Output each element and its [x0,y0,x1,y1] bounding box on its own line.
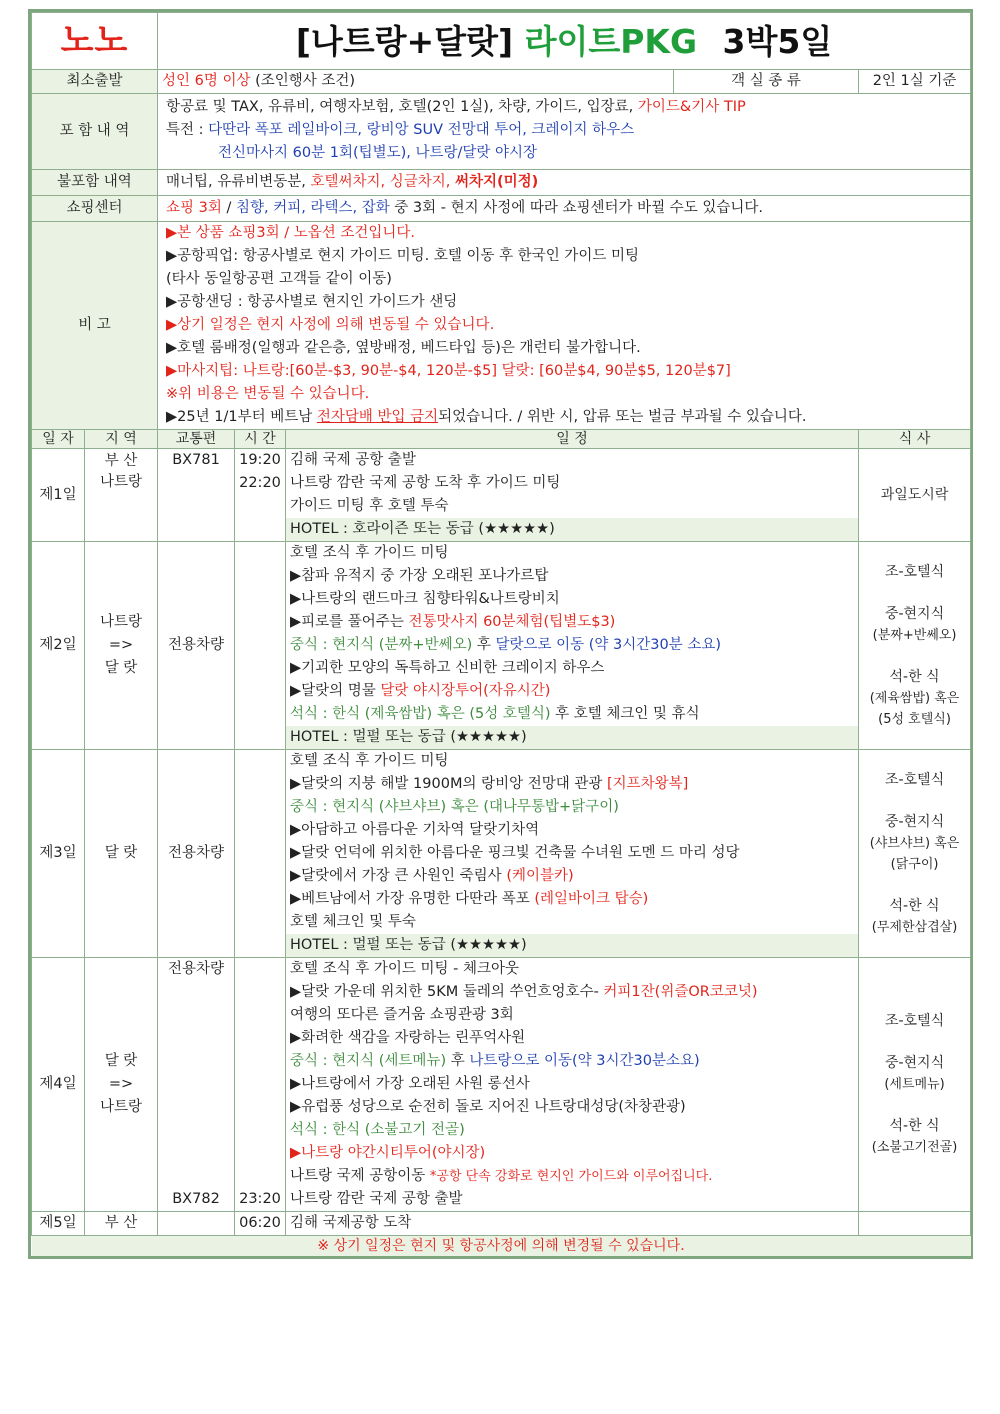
day-3-label: 제3일 [32,750,85,958]
day-3-lunch-detail: (샤브샤브) 혹은 [869,835,960,851]
day-4-after: 후 [446,1053,470,1069]
day-1-meal: 과일도시락 [859,449,971,542]
day-2-dinner-detail: (제육쌈밥) 혹은 [869,690,960,706]
day-3-lunch-alt: (닭구이) [890,856,939,872]
includes-line-2 [166,119,966,142]
day-2-dinner-meal: 석-한 식 [889,668,940,685]
day-3-item [290,773,854,796]
day-3-row [32,750,971,958]
excludes-label: 불포함 내역 [32,170,158,196]
day-5-row [32,1212,971,1236]
shopping-separator: / [221,200,236,216]
day-2-market-lead: ▶달랏의 명물 [290,683,381,699]
day-4-night-tour: ▶나트랑 야간시티투어(야시장) [290,1145,486,1161]
day-4-dinner: 석식 : 한식 (소불고기 전골) [290,1122,465,1138]
day-4-dinner-detail: (소불고기전골) [871,1140,958,1155]
day-2-time [235,542,286,750]
day-4-time [235,958,286,1212]
day-2-row [32,542,971,750]
includes-line-1 [166,96,966,119]
day-4-lake: ▶달랏 가운데 위치한 5KM 둘레의 쑤언흐엉호수- [290,984,604,1000]
min-departure-value [158,70,674,94]
includes-items: 항공료 및 TAX, 유류비, 여행자보험, 호텔(2인 1실), 차량, 가이드, 입장료, [166,99,638,115]
header-itinerary: 일 정 [286,430,859,449]
day-1-item: 나트랑 깜란 국제 공항 도착 후 가이드 미팅 [290,475,561,491]
benefit-items: 다딴라 폭포 레일바이크, 랑비앙 SUV 전망대 투어, 크레이지 하우스 [208,122,635,138]
day-2-item [290,634,854,657]
day-2-region-from: 나트랑 [99,614,143,630]
day-2-meal [859,542,971,750]
day-4-breakfast: 조-호텔식 [884,1013,945,1029]
room-type-label: 객 실 종 류 [674,70,859,94]
day-3-item [290,865,854,888]
day-2-item: ▶나트랑의 랜드마크 침향타워&나트랑비치 [290,591,560,607]
day-2-dinner-alt: (5성 호텔식) [878,711,951,727]
day-3-item [290,888,854,911]
page-title [158,13,971,70]
remark-9 [166,406,966,429]
day-4-lunch-meal: 중-현지식 [884,1055,945,1071]
day-1-row [32,449,971,542]
remark-5: ▶상기 일정은 현지 사정에 의해 변동될 수 있습니다. [166,317,495,333]
day-2-item: ▶참파 유적지 중 가장 오래된 포나가르탑 [290,568,549,584]
day-4-item: 여행의 또다른 즐거움 쇼핑관광 3회 [290,1007,514,1023]
day-1-region-from: 부 산 [104,453,138,469]
day-2-lunch-detail: (분짜+반쎄오) [872,627,957,643]
day-3-meal [859,750,971,958]
day-4-lunch: 중식 : 현지식 (세트메뉴) [290,1053,447,1069]
day-1-flight [158,449,235,542]
day-2-massage: 전통맛사지 60분체험(팁별도$3) [408,614,616,630]
remark-9-ban: 전자담배 반입 금지 [316,409,439,425]
footer-note: ※ 상기 일정은 현지 및 항공사정에 의해 변경될 수 있습니다. [32,1236,971,1257]
includes-tip: 가이드&기사 TIP [637,99,746,115]
day-1-flight-no: BX781 [172,452,220,468]
excludes-content [158,170,971,196]
day-1-time [235,449,286,542]
day-5-item: 김해 국제공항 도착 [290,1215,412,1231]
header-transport: 교통편 [158,430,235,449]
day-3-langbiang: ▶달랏의 지붕 해발 1900M의 랑비앙 전망대 관광 [290,776,607,792]
remark-3: (타사 동일항공편 고객들 같이 이동) [166,271,392,287]
excludes-items: 매너팁, 유류비변동분, [166,174,311,190]
day-2-night-market: 달랏 야시장투어(자유시간) [380,683,551,699]
day-1-item: 김해 국제 공항 출발 [290,452,416,468]
shopping-note: 중 3회 - 현지 사정에 따라 쇼핑센터가 바뀔 수도 있습니다. [389,200,764,216]
remark-2: ▶공항픽업: 항공사별로 현지 가이드 미팅. 호텔 이동 후 한국인 가이드 미팅 [166,248,639,264]
room-type-value: 2인 1실 기준 [859,70,971,94]
itinerary-sheet [28,9,973,1259]
day-4-transport [158,958,235,1212]
day-2-region-to: 달 랏 [104,660,138,676]
day-4-vehicle: 전용차량 [168,961,225,977]
day-5-meal [859,1212,971,1236]
schedule-header-row [32,430,971,449]
day-3-cablecar: (케이블카) [506,868,574,884]
remark-9-tail: 되었습니다. / 위반 시, 압류 또는 벌금 부과될 수 있습니다. [438,409,807,425]
includes-content [158,94,971,170]
shopping-content [158,196,971,222]
remark-8: ※위 비용은 변동될 수 있습니다. [166,386,370,402]
day-3-dinner-detail: (무제한삼겹살) [871,919,958,935]
day-4-airport-note: *공항 단속 강화로 현지인 가이드와 이루어집니다. [429,1169,713,1184]
day-5-label: 제5일 [32,1212,85,1236]
day-4-item [290,1050,854,1073]
header-time: 시 간 [235,430,286,449]
day-2-transport: 전용차량 [158,542,235,750]
title-destination: [나트랑+달랏] [295,21,514,61]
title-package: 라이트PKG [524,21,698,61]
day-1-depart-time: 19:20 [239,452,281,468]
day-3-dinner-meal: 석-한 식 [889,897,940,914]
day-2-lunch: 중식 : 현지식 (분짜+반쎄오) [290,637,473,653]
day-3-transport: 전용차량 [158,750,235,958]
includes-line-3: 전신마사지 60분 1회(팁별도), 나트랑/달랏 야시장 [218,145,538,161]
day-4-region-arrow: => [108,1076,134,1092]
remarks-content [158,222,971,430]
min-departure-count: 성인 6명 이상 [162,73,251,89]
day-2-item: 호텔 조식 후 가이드 미팅 [290,545,449,561]
day-4-row [32,958,971,1212]
day-3-pagoda: ▶달랏에서 가장 큰 사원인 죽림사 [290,868,507,884]
remarks-row [32,222,971,430]
day-3-lunch-meal: 중-현지식 [884,813,945,830]
day-4-label: 제4일 [32,958,85,1212]
remark-1: ▶본 상품 쇼핑3회 / 노옵션 조건입니다. [166,225,416,241]
day-4-transfer: 나트랑으로 이동(약 3시간30분소요) [469,1053,700,1069]
day-3-item: 호텔 조식 후 가이드 미팅 [290,753,449,769]
shopping-label: 쇼핑센터 [32,196,158,222]
min-departure-note: (조인행사 조건) [255,73,356,89]
day-3-hotel: HOTEL : 멀펄 또는 동급 (★★★★★) [286,934,858,957]
footer-row [32,1236,971,1257]
day-3-railbike: (레일바이크 탑승) [534,891,649,907]
day-2-region-arrow: => [108,637,134,653]
day-3-item: ▶아담하고 아름다운 기차역 달랏기차역 [290,822,540,838]
day-1-label: 제1일 [32,449,85,542]
shopping-count: 쇼핑 3회 [166,200,222,216]
day-2-item: ▶기괴한 모양의 독특하고 신비한 크레이지 하우스 [290,660,605,676]
day-2-item [290,611,854,634]
day-1-arrive-time: 22:20 [239,475,281,491]
header-region: 지 역 [85,430,158,449]
itinerary-table [31,12,971,1256]
day-2-itinerary [286,542,859,750]
excludes-row [32,170,971,196]
day-4-coffee: 커피1잔(위즐OR코코넛) [603,984,758,1000]
day-4-item: ▶유럽풍 성당으로 순전히 돌로 지어진 나트랑대성당(차창관광) [290,1099,686,1115]
includes-label: 포 함 내 역 [32,94,158,170]
brand-logo: 노노 [32,13,158,70]
excludes-surcharge-tbd: 써차지(미정) [455,174,539,190]
day-4-lunch-detail: (세트메뉴) [884,1077,945,1092]
header-meal: 식 사 [859,430,971,449]
day-2-breakfast: 조-호텔식 [884,563,945,580]
min-departure-row [32,70,971,94]
day-2-checkin: 후 호텔 체크인 및 휴식 [550,706,700,722]
day-4-item: ▶화려한 색감을 자랑하는 린푸억사원 [290,1030,526,1046]
day-4-depart-time: 23:20 [239,1191,281,1207]
day-2-lunch-meal: 중-현지식 [884,605,945,622]
day-1-region [85,449,158,542]
min-departure-label: 최소출발 [32,70,158,94]
day-3-lunch: 중식 : 현지식 (샤브샤브) 혹은 (대나무통밥+닭구이) [290,799,619,815]
day-4-item [290,1165,854,1188]
day-2-item [290,680,854,703]
day-1-itinerary [286,449,859,542]
day-1-hotel: HOTEL : 호라이즌 또는 동급 (★★★★★) [286,518,858,541]
day-2-item [290,703,854,726]
remark-4: ▶공항샌딩 : 항공사별로 현지인 가이드가 샌딩 [166,294,458,310]
day-4-itinerary [286,958,859,1212]
day-5-transport [158,1212,235,1236]
day-2-dinner: 석식 : 한식 (제육쌈밥) 혹은 (5성 호텔식) [290,706,551,722]
day-3-item: 호텔 체크인 및 투숙 [290,914,416,930]
day-4-item [290,981,854,1004]
day-4-meal [859,958,971,1212]
day-2-hotel: HOTEL : 멀펄 또는 동급 (★★★★★) [286,726,858,749]
day-4-region [85,958,158,1212]
day-5-time: 06:20 [235,1212,286,1236]
title-row [32,13,971,70]
benefit-label: 특전 : [166,122,209,138]
day-4-item: 호텔 조식 후 가이드 미팅 - 체크아웃 [290,961,519,977]
remark-9-lead: ▶25년 1/1부터 베트남 [166,409,317,425]
day-2-label: 제2일 [32,542,85,750]
day-3-jeep: [지프차왕복] [606,776,689,792]
remark-7: ▶마사지팁: 나트랑:[60분-$3, 90분-$4, 120분-$5] 달랏: [60분$4, 90분$5, 120분$7] [166,363,731,379]
day-1-region-to: 나트랑 [99,474,143,490]
header-day: 일 자 [32,430,85,449]
day-3-breakfast: 조-호텔식 [884,771,945,788]
day-2-transfer: 달랏으로 이동 (약 3시간30분 소요) [495,637,722,653]
day-4-region-to: 나트랑 [99,1099,143,1115]
day-5-region: 부 산 [85,1212,158,1236]
remark-6: ▶호텔 룸배정(일행과 같은층, 옆방배정, 베드타입 등)은 개런티 불가합니다. [166,340,641,356]
day-5-itinerary [286,1212,859,1236]
day-3-falls: ▶베트남에서 가장 유명한 다딴라 폭포 [290,891,535,907]
shopping-row [32,196,971,222]
day-4-item: ▶나트랑에서 가장 오래된 사원 롱선사 [290,1076,530,1092]
day-3-item: ▶달랏 언덕에 위치한 아름다운 핑크빛 건축물 수녀원 도멘 드 마리 성당 [290,845,740,861]
day-3-region: 달 랏 [85,750,158,958]
day-4-region-from: 달 랏 [104,1053,138,1069]
day-4-item: 나트랑 깜란 국제 공항 출발 [290,1191,463,1207]
day-2-region [85,542,158,750]
remarks-label: 비 고 [32,222,158,430]
day-2-massage-lead: ▶피로를 풀어주는 [290,614,409,630]
day-3-time [235,750,286,958]
day-4-flight-no: BX782 [172,1191,220,1207]
includes-row [32,94,971,170]
shopping-items: 침향, 커피, 라텍스, 잡화 [235,200,390,216]
day-3-itinerary [286,750,859,958]
day-4-dinner-meal: 석-한 식 [889,1118,940,1134]
excludes-surcharges: 호텔써차지, 싱글차지, [310,174,456,190]
day-2-after: 후 [472,637,496,653]
title-duration: 3박5일 [722,21,833,61]
day-4-airport-transfer: 나트랑 국제 공항이동 [290,1168,430,1184]
day-1-item: 가이드 미팅 후 호텔 투숙 [290,498,449,514]
